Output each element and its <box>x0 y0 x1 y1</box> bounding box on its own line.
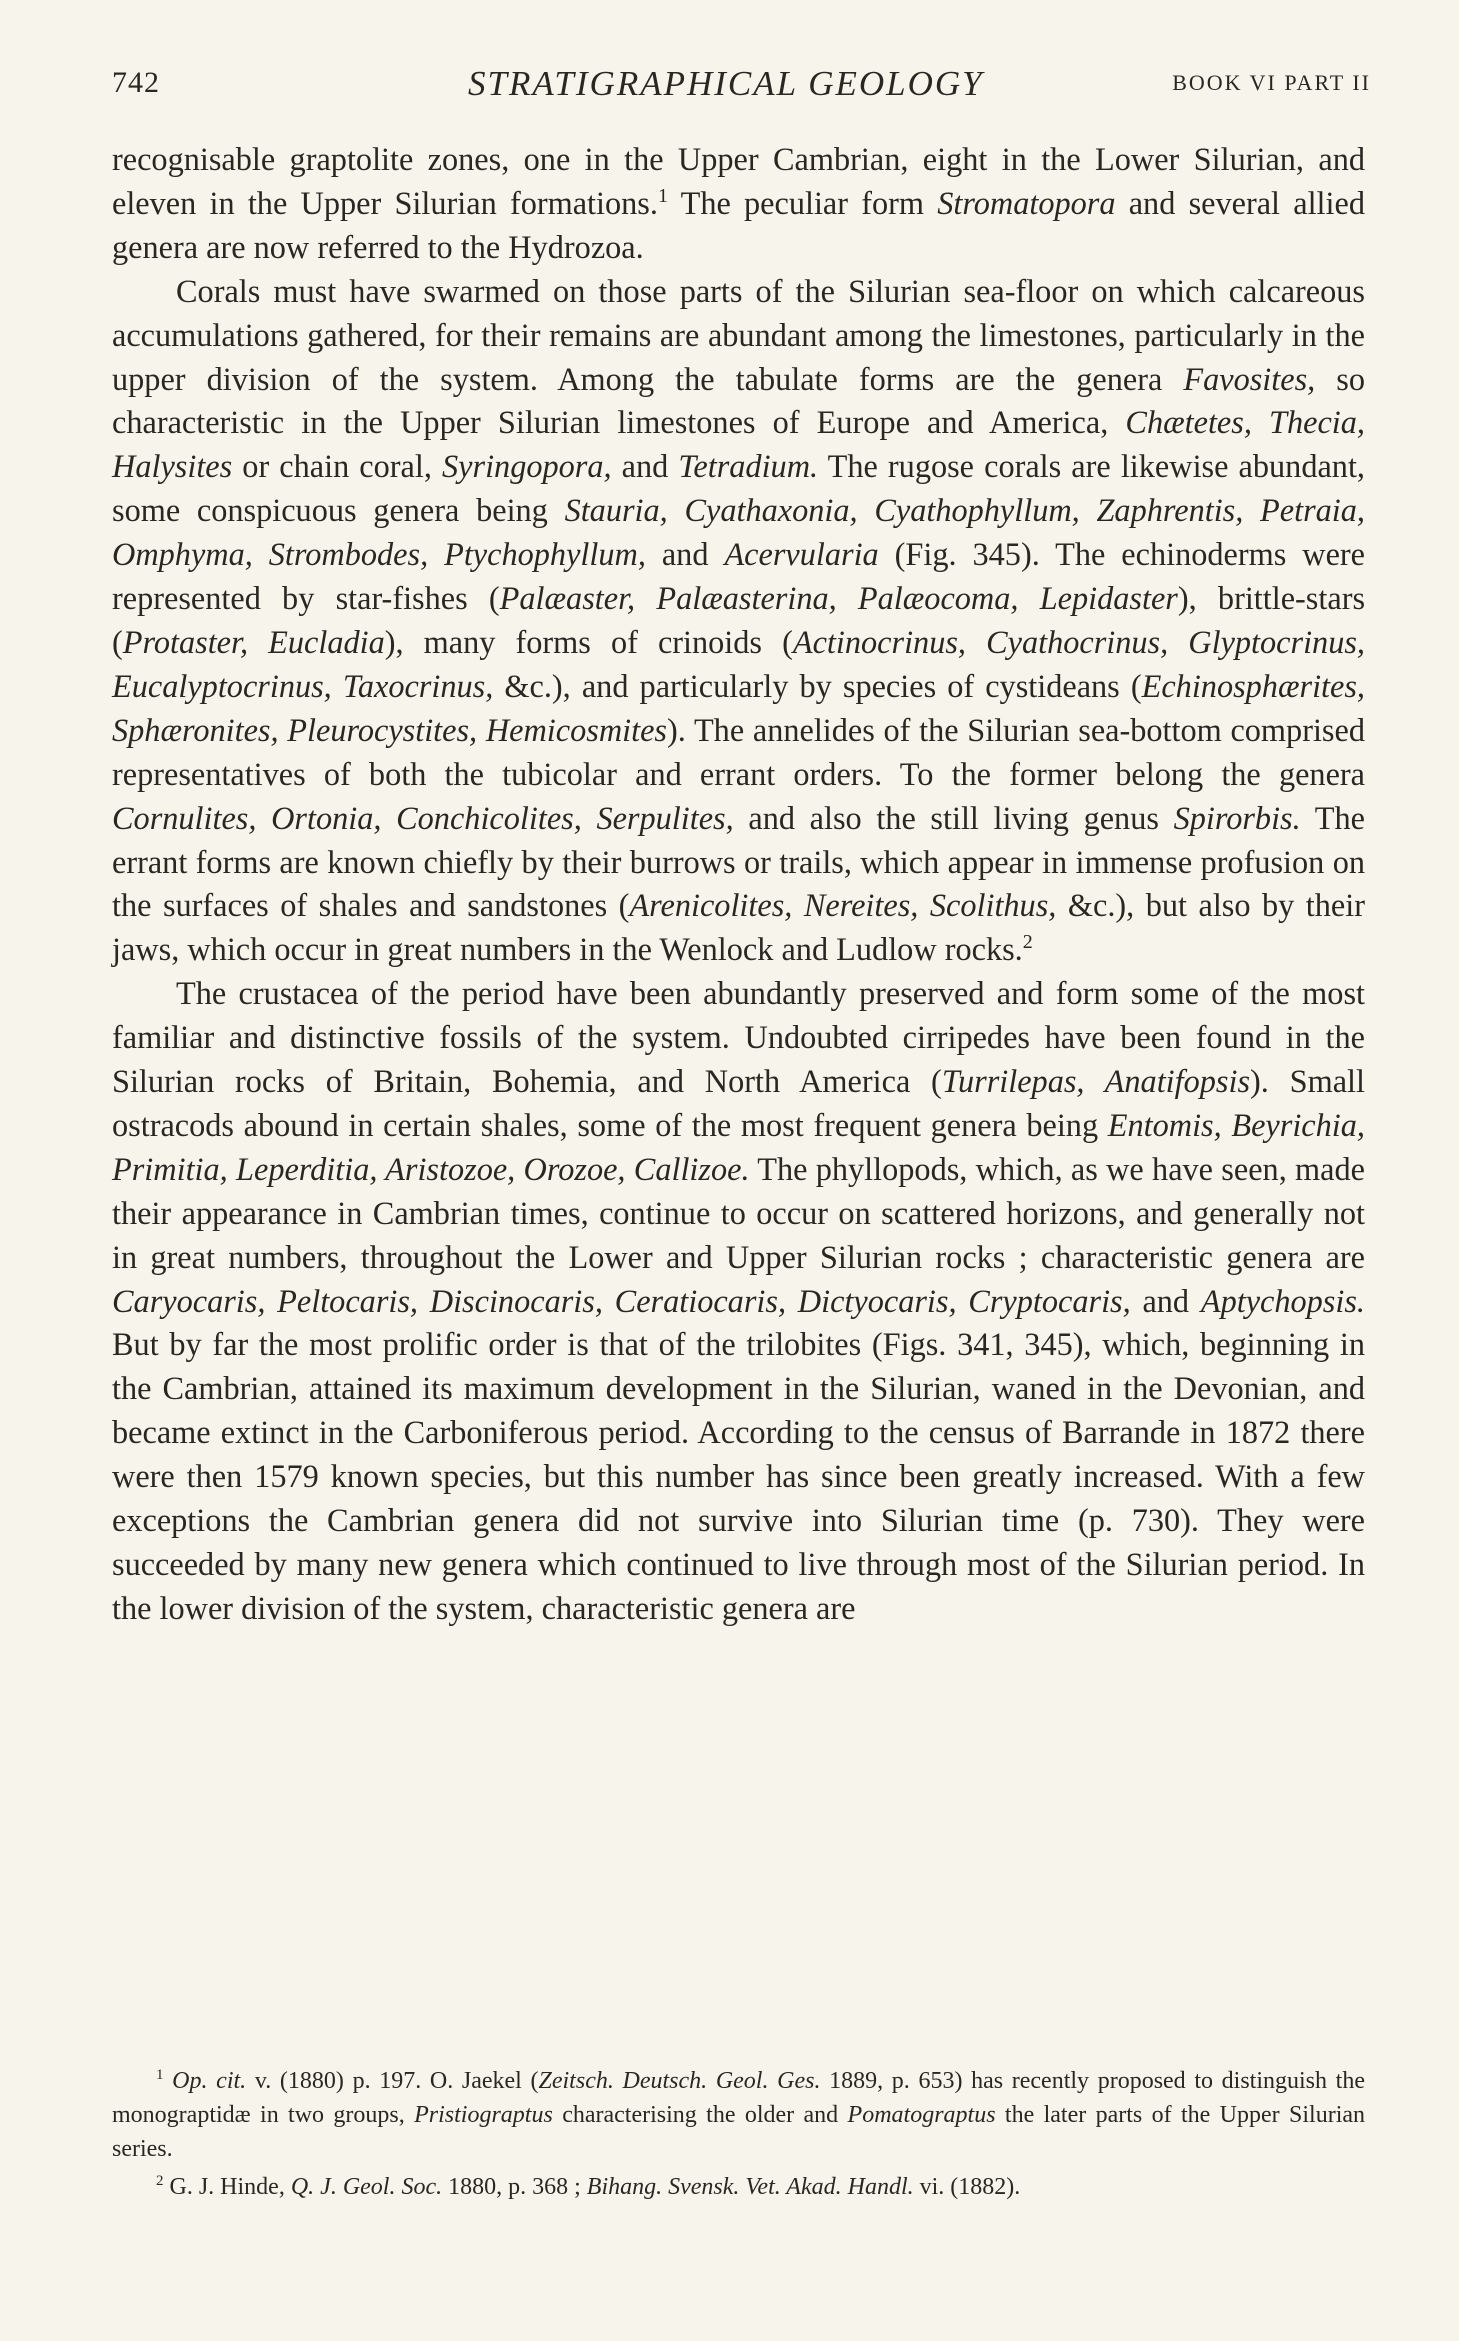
text-run: G. J. Hinde, <box>163 2174 291 2200</box>
text-run: recognisable graptolite zones, one in the Upper Cambrian, eight in the Lower Silurian, and eleven in the Upper Silurian formations. <box>112 141 1365 221</box>
footnotes <box>112 2064 1365 2208</box>
paragraph <box>112 138 1365 270</box>
italic-genus-name: Bihang. Svensk. Vet. Akad. Handl. <box>586 2174 914 2200</box>
text-run: The phyllopods, which, as we have seen, made their appearance in Cambrian times, continue to occur on scattered horizons, and generally not in great numbers, throughout the Lower and Upper Silurian rocks ; characteristic genera are <box>112 1150 1365 1275</box>
italic-genus-name: Cornulites, Ortonia, Conchicolites, Serpulites, <box>112 799 734 836</box>
italic-genus-name: Syringopora, <box>442 448 612 485</box>
text-run: 1880, p. 368 ; <box>442 2174 587 2200</box>
italic-genus-name: Acervularia <box>724 536 879 573</box>
footnote-marker: 1 <box>657 184 668 207</box>
text-run: Corals must have swarmed on those parts of the Silurian sea-floor on which calcareous accumulations gathered, for their remains are abundant among the limestones, particularly in the upper division of the system. Among the tabulate forms are the genera <box>112 272 1365 397</box>
book-part-label: BOOK VI PART II <box>1172 70 1371 95</box>
text-run: The rugose corals are likewise abundant, some conspicuous genera being <box>112 448 1366 529</box>
running-title: STRATIGRAPHICAL GEOLOGY <box>468 64 984 103</box>
running-header <box>112 62 1371 114</box>
text-run: ). Small ostracods abound in certain shales, some of the most frequent genera being <box>112 1063 1365 1143</box>
italic-genus-name: Turrilepas, Anatifopsis <box>941 1063 1251 1100</box>
main-text <box>112 138 1365 1631</box>
italic-genus-name: Tetradium. <box>678 448 819 485</box>
italic-genus-name: Pristiograptus <box>414 2102 553 2128</box>
text-run: characterising the older and <box>552 2102 848 2128</box>
text-run: and several allied genera are now referred to the Hydrozoa. <box>112 184 1365 265</box>
italic-genus-name: Spirorbis. <box>1173 799 1301 836</box>
italic-genus-name: Palæaster, Palæasterina, Palæocoma, Lepidaster <box>499 580 1178 617</box>
text-run: But by far the most prolific order is that of the trilobites (Figs. 341, 345), which, beginning in the Cambrian, attained its maximum development in the Silurian, waned in the Devonian, and became extinct in the Carboniferous period. According to the census of Barrande in 1872 there were then 1579 known species, but this number has since been greatly increased. With a few exceptions the Cambrian genera did not survive into Silurian time (p. 730). They were succeeded by many new genera which continued to live through most of the Silurian period. In the lower division of the system, characteristic genera are <box>112 1326 1365 1626</box>
text-run: 1889, p. 653) has recently proposed to distinguish the monograptidæ in two groups, <box>112 2068 1366 2128</box>
italic-genus-name: Protaster, Eucladia <box>122 623 385 660</box>
text-run: or chain coral, <box>232 448 443 485</box>
text-run: so characteristic in the Upper Silurian limestones of Europe and America, <box>112 360 1365 441</box>
footnote-marker: 2 <box>156 2173 164 2189</box>
paragraph <box>112 270 1365 973</box>
text-run: the later parts of the Upper Silurian series. <box>112 2102 1366 2162</box>
italic-genus-name: Stauria, Cyathaxonia, Cyathophyllum, Zaphrentis, Petraia, Omphyma, Strombodes, Ptychophyllum, <box>112 492 1365 573</box>
italic-genus-name: Q. J. Geol. Soc. <box>290 2174 443 2200</box>
text-run: vi. (1882). <box>913 2174 1021 2200</box>
italic-genus-name: Aptychopsis. <box>1200 1282 1365 1319</box>
italic-genus-name: Pomatograptus <box>847 2102 996 2128</box>
italic-genus-name: Caryocaris, Peltocaris, Discinocaris, Ceratiocaris, Dictyocaris, Cryptocaris, <box>112 1282 1131 1319</box>
page-number: 742 <box>112 66 160 99</box>
text-run: v. (1880) p. 197. O. Jaekel ( <box>246 2068 539 2094</box>
text-run: (Fig. 345). The echinoderms were represented by star-fishes ( <box>112 536 1366 617</box>
italic-genus-name: Actinocrinus, Cyathocrinus, Glyptocrinus, Eucalyptocrinus, Taxocrinus, <box>112 623 1365 704</box>
italic-genus-name: Op. cit. <box>172 2068 247 2094</box>
text-run <box>164 2068 173 2094</box>
text-run: and <box>1130 1282 1201 1319</box>
text-run: ). The annelides of the Silurian sea-bottom comprised representatives of both the tubicolar and errant orders. To the former belong the genera <box>112 711 1365 792</box>
italic-genus-name: Entomis, Beyrichia, Primitia, Leperditia, Aristozoe, Orozoe, Callizoe. <box>112 1106 1365 1187</box>
text-run: ), brittle-stars ( <box>112 580 1366 660</box>
footnote <box>112 2064 1365 2166</box>
paragraph <box>112 972 1365 1631</box>
italic-genus-name: Zeitsch. Deutsch. Geol. Ges. <box>538 2068 821 2094</box>
italic-genus-name: Stromatopora <box>937 184 1116 221</box>
text-run: The peculiar form <box>667 184 938 221</box>
italic-genus-name: Arenicolites, Nereites, Scolithus, <box>629 887 1057 924</box>
text-run: and <box>645 536 725 573</box>
italic-genus-name: Echinosphærites, Sphæronites, Pleurocystites, Hemicosmites <box>112 667 1365 748</box>
text-run: and <box>611 448 679 485</box>
footnote-marker: 2 <box>1022 931 1033 954</box>
italic-genus-name: Chætetes, Thecia, Halysites <box>112 404 1366 485</box>
text-run: The crustacea of the period have been abundantly preserved and form some of the most familiar and distinctive fossils of the system. Undoubted cirripedes have been found in the Silurian rocks of Britain, Bohemia, and North America ( <box>112 975 1365 1100</box>
italic-genus-name: Favosites, <box>1183 360 1316 397</box>
footnote <box>112 2170 1365 2204</box>
footnote-marker: 1 <box>156 2067 164 2083</box>
text-run: and also the still living genus <box>733 799 1174 836</box>
text-run: &c.), and particularly by species of cystideans ( <box>493 667 1142 704</box>
text-run: ), many forms of crinoids ( <box>384 623 793 660</box>
text-run: The errant forms are known chiefly by their burrows or trails, which appear in immense profusion on the surfaces of shales and sandstones ( <box>112 799 1365 924</box>
text-run: &c.), but also by their jaws, which occur in great numbers in the Wenlock and Ludlow rocks. <box>112 887 1365 968</box>
